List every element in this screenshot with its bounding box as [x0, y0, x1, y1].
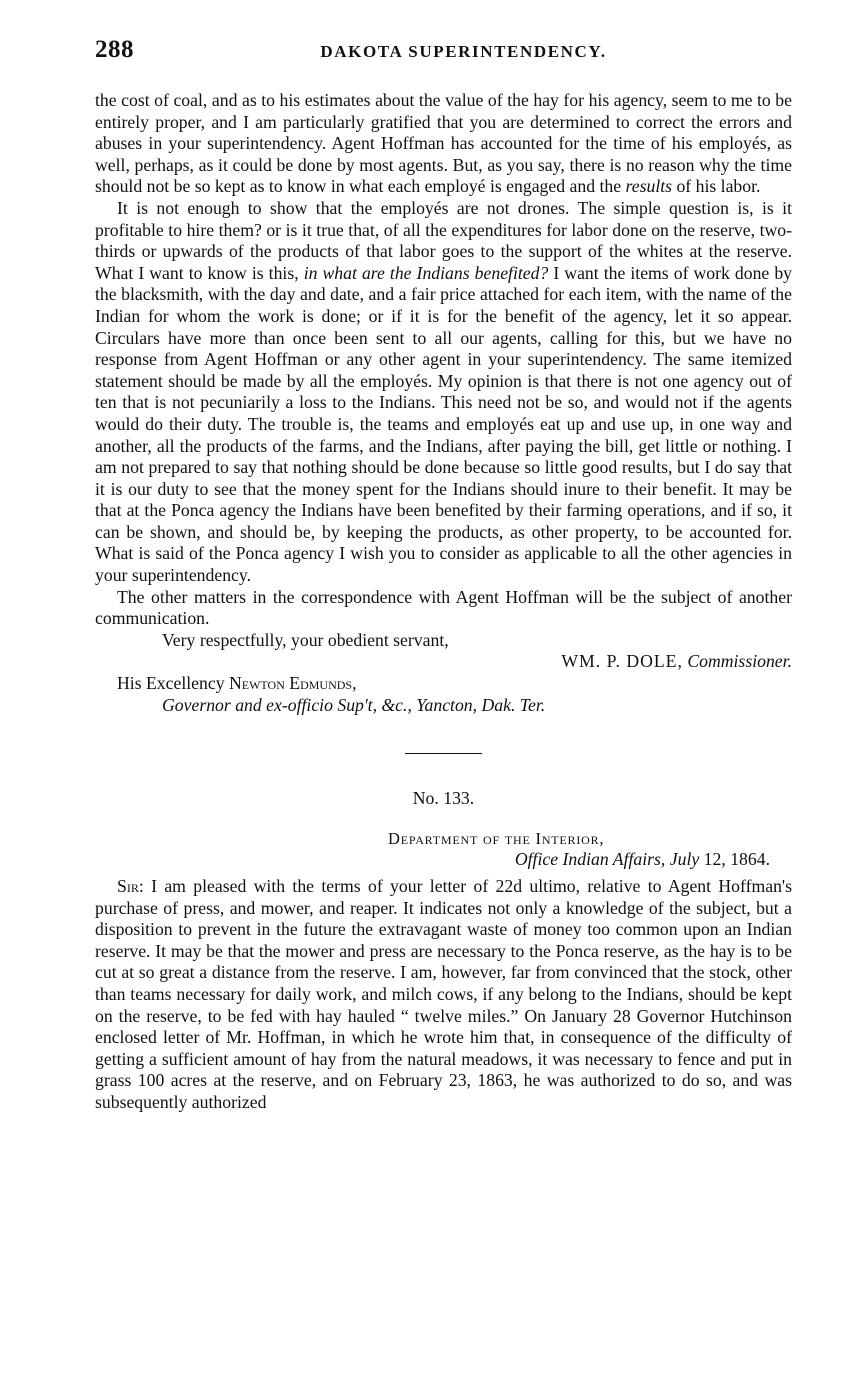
paragraph-text: I am pleased with the terms of your letter of 22d ultimo, relative to Agent Hoffman's purchase of press, and mower, and reaper. It indicates not only a knowledge of the subject, but a disposition to prevent in the future the extravagant waste of money too common upon an Indian reserve. It may be that the mower and press are necessary to the Ponca reserve, as the hay is to be cut at so great a distance from the reserve. I am, however, far from convinced that the stock, other than teams necessary for daily work, and milch cows, if any belong to the Indians, should be kept on the reserve, to be fed with hay hauled “ twelve miles.” On January 28 Governor Hutchinson enclosed letter of Mr. Hoffman, in which he wrote him that, in consequence of the difficulty of getting a sufficient amount of hay from the natural meadows, it was necessary to fence and put in grass 100 acres at the reserve, and on February 23, 1863, he was authorized to do so, and was subsequently authorized [95, 876, 792, 1112]
page-number: 288 [95, 36, 134, 63]
signer-title: Commissioner. [687, 651, 792, 672]
document-number: No. 133. [412, 788, 475, 809]
addressee-name: Newton Edmunds, [228, 673, 357, 694]
closing: Very respectfully, your obedient servant, [162, 629, 449, 650]
paragraph: The other matters in the correspondence with Agent Hoffman will be the subject of another communication. [95, 586, 792, 629]
emphasis-text: in what are the Indians benefited? [303, 262, 549, 283]
office-dateline [95, 849, 792, 871]
addressee-title: Governor and ex-officio Sup't, &c., Yancton, Dak. Ter. [162, 694, 546, 715]
addressee-prefix: His Excellency [117, 673, 225, 694]
salutation: Sir: [117, 876, 144, 896]
document-page [95, 30, 792, 1114]
department-heading: Department of the Interior, [388, 828, 605, 848]
emphasis-text: results [625, 176, 673, 197]
paragraph-text: It is not enough to show that the employés are not drones. The simple question is, is it profitable to hire them? or is it true that, of all the expenditures for labor done on the reserve, two-thirds or upwards of the products of that labor goes to the support of the whites at the reserve. What I want to know is this, [95, 197, 792, 283]
letter-date: 12, 1864. [699, 849, 770, 870]
paragraph [95, 90, 792, 198]
running-head [95, 30, 792, 90]
signer-name: WM. P. DOLE, [561, 651, 683, 672]
signature [95, 651, 792, 673]
paragraph-text: I want the items of work done by the blacksmith, with the day and date, and a fair price attached for each item, with the name of the Indian for whom the work is done; or if it is for the benefit of the agency, let it so appear. Circulars have more than once been sent to all our agents, calling for this, but we have no response from Agent Hoffman or any other agent in your superintendency. The same itemized statement should be made by all the employés. My opinion is that there is not one agency out of ten that is not pecuniarily a loss to the Indians. This need not be so, and would not if the agents would do their duty. The trouble is, the teams and employés eat up and use up, in one way and another, all the products of the farms, and the Indians, after paying the bill, get little or nothing. I am not prepared to say that nothing should be done because so little good results, but I do say that it is our duty to see that the money spent for the Indians should inure to their benefit. It may be that at the Ponca agency the Indians have been benefited by their farming operations, and if so, it can be shown, and should be, by keeping the products, as other property, to be accounted for. What is said of the Ponca agency I wish you to consider as applicable to all the other agencies in your superintendency. [95, 262, 793, 586]
paragraph-text: of his labor. [672, 176, 761, 197]
paragraph [95, 198, 792, 587]
paragraph [95, 876, 792, 1114]
running-title: DAKOTA SUPERINTENDENCY. [320, 42, 607, 61]
office-name: Office Indian Affairs, July [514, 849, 700, 870]
paragraph-text: the cost of coal, and as to his estimates about the value of the hay for his agency, seem to me to be entirely proper, and I am particularly gratified that you are determined to correct the errors and abuses in your superintendency. Agent Hoffman has accounted for the time of his employés, as well, perhaps, as it could be done by most agents. But, as you say, there is no reason why the time should not be so kept as to know in what each employé is engaged and the [95, 90, 792, 197]
section-divider [405, 753, 482, 754]
addressee [95, 673, 792, 695]
